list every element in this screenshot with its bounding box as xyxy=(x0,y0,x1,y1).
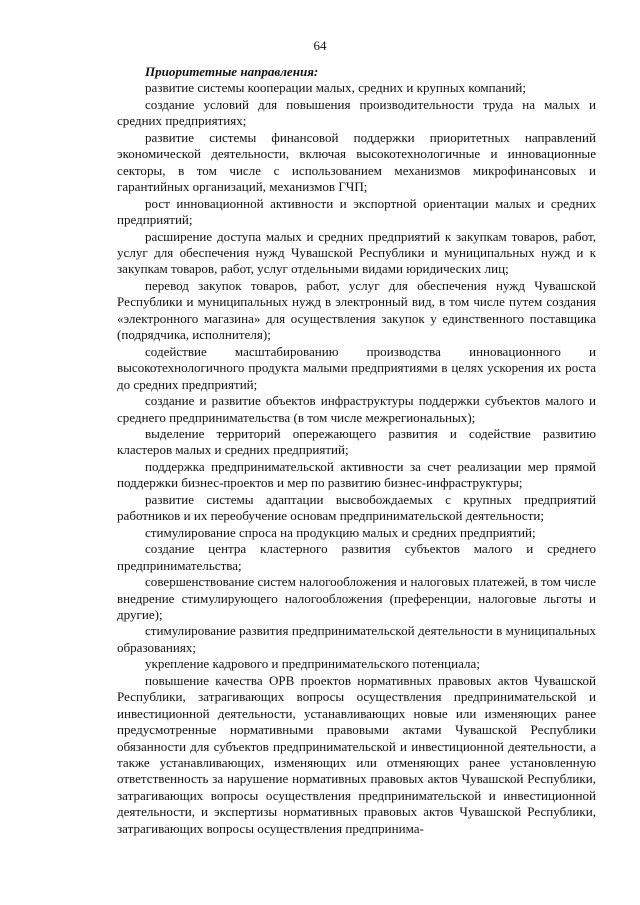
paragraph: поддержка предпринимательской активности за счет реализации мер прямой поддержки бизнес-проектов и мер по развитию бизнес-инфраструктуры; xyxy=(117,458,596,491)
paragraph: перевод закупок товаров, работ, услуг для обеспечения нужд Чувашской Республики и муниципальных нужд в электронный вид, в том числе путем создания «электронного магазина» для осуществления закупок у единственного поставщика (подрядчика, исполнителя); xyxy=(117,277,596,343)
paragraph: развитие системы кооперации малых, средних и крупных компаний; xyxy=(145,80,526,96)
document-body xyxy=(117,64,596,837)
paragraph: расширение доступа малых и средних предприятий к закупкам товаров, работ, услуг для обеспечения нужд Чувашской Республики и муниципальных нужд и к закупкам товаров, работ, услуг отдельными видами юридических лиц; xyxy=(117,228,596,277)
paragraph: рост инновационной активности и экспортной ориентации малых и средних предприятий; xyxy=(117,195,596,228)
paragraph: развитие системы адаптации высвобождаемых с крупных предприятий работников и их переобучение основам предпринимательской деятельности; xyxy=(117,491,596,524)
page-number: 64 xyxy=(313,38,327,53)
paragraph: создание центра кластерного развития субъектов малого и среднего предпринимательства; xyxy=(117,541,596,573)
paragraph: стимулирование развития предпринимательской деятельности в муниципальных образованиях; xyxy=(117,623,596,655)
section-heading: Приоритетные направления: xyxy=(145,64,319,79)
paragraph: создание и развитие объектов инфраструктуры поддержки субъектов малого и среднего предпринимательства (в том числе межрегиональных); xyxy=(117,393,596,425)
paragraph: стимулирование спроса на продукцию малых и средних предприятий; xyxy=(145,524,536,540)
paragraph: совершенствование систем налогообложения и налоговых платежей, в том числе внедрение стимулирующего налогообложения (преференции, налоговые льготы и другие); xyxy=(117,574,596,622)
paragraph: укрепление кадрового и предпринимательского потенциала; xyxy=(145,656,480,672)
paragraph: создание условий для повышения производительности труда на малых и средних предприятиях; xyxy=(117,96,596,129)
paragraph: развитие системы финансовой поддержки приоритетных направлений экономической деятельности, включая высокотехнологичные и инновационные секторы, в том числе с использованием механизмов микрофинансовых и гарантийных организаций, механизмов ГЧП; xyxy=(117,129,596,195)
paragraph: выделение территорий опережающего развития и содействие развитию кластеров малых и средних предприятий; xyxy=(117,425,596,458)
paragraph: повышение качества ОРВ проектов нормативных правовых актов Чувашской Республики, затрагивающих вопросы осуществления предпринимательской и инвестиционной деятельности, устанавливающих новые или изменяющих ранее предусмотренные нормативными правовыми актами Чувашской Республики обязанности для субъектов предпринимательской и инвестиционной деятельности, а также устанавливающих, изменяющих или отменяющих ранее установленную ответственность за нарушение нормативных правовых актов Чувашской Республики, затрагивающих вопросы осуществления предпринимательской и инвестиционной деятельности, и экспертизы нормативных правовых актов Чувашской Республики, затрагивающих вопросы осуществления предпринима- xyxy=(117,672,596,836)
paragraph: содействие масштабированию производства инновационного и высокотехнологичного продукта малыми предприятиями в целях ускорения их роста до средних предприятий; xyxy=(117,343,596,392)
